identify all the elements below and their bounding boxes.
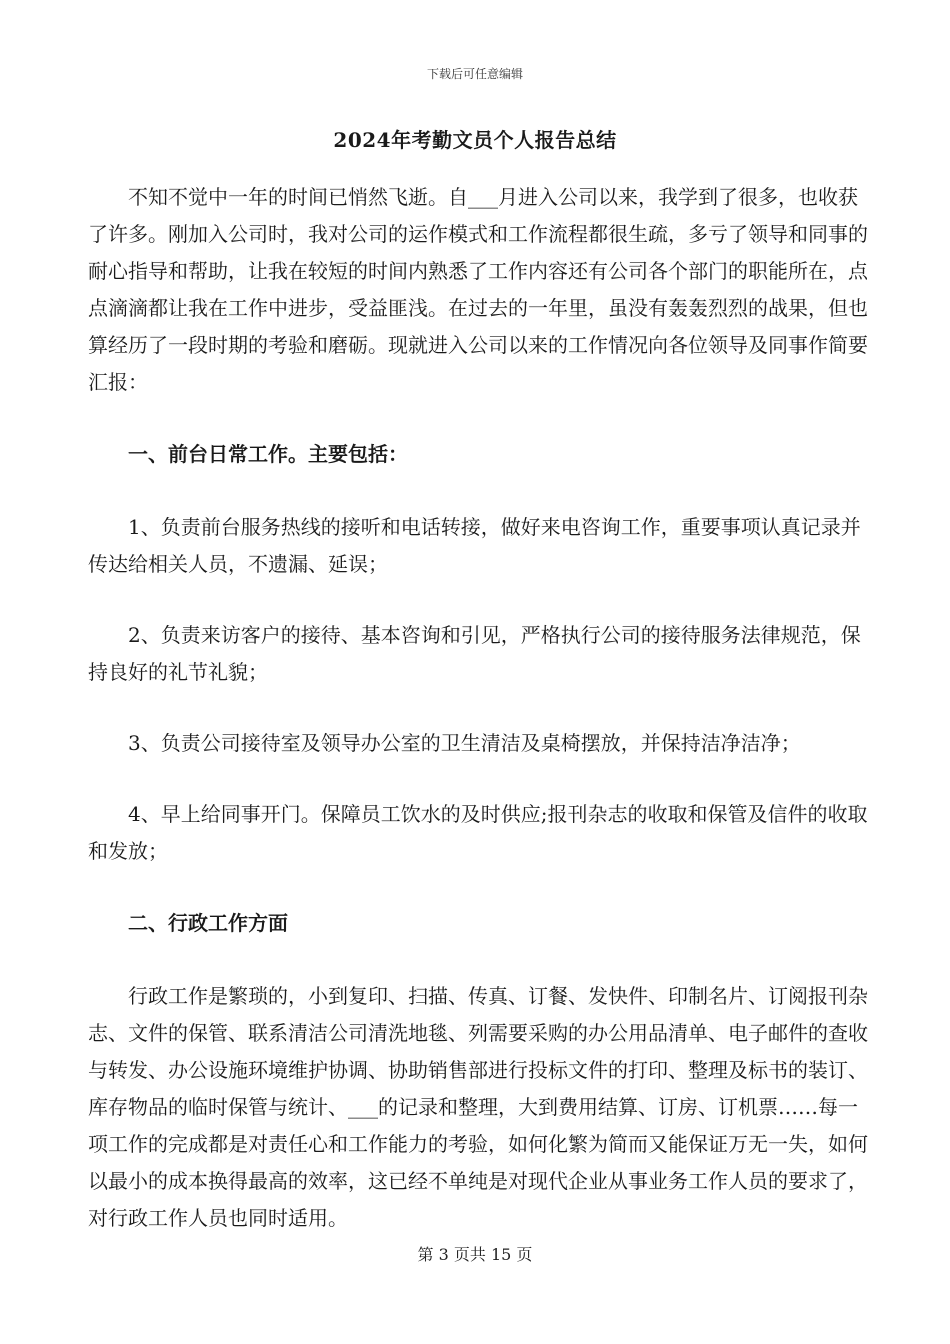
document-title: 2024年考勤文员个人报告总结 [333, 128, 617, 152]
page-footer: 第 3 页共 15 页 [417, 1245, 533, 1264]
section-1-item-4: 4、早上给同事开门。保障员工饮水的及时供应;报刊杂志的收取和保管及信件的收取和发放； [88, 802, 868, 863]
section-1-item-2: 2、负责来访客户的接待、基本咨询和引见，严格执行公司的接待服务法律规范，保持良好的礼节礼貌； [88, 623, 861, 684]
section-1-heading: 一、前台日常工作。主要包括： [128, 442, 408, 466]
section-1-item-1: 1、负责前台服务热线的接听和电话转接，做好来电咨询工作，重要事项认真记录并传达给相关人员，不遗漏、延误； [88, 515, 861, 576]
section-2-heading: 二、行政工作方面 [128, 911, 288, 935]
section-1-item-3: 3、负责公司接待室及领导办公室的卫生清洁及桌椅摆放，并保持洁净洁净； [128, 731, 801, 755]
intro-paragraph: 不知不觉中一年的时间已悄然飞逝。自___月进入公司以来，我学到了很多，也收获了许多。刚加入公司时，我对公司的运作模式和工作流程都很生疏，多亏了领导和同事的耐心指导和帮助，让我在较短的时间内熟悉了工作内容还有公司各个部门的职能所在，点点滴滴都让我在工作中进步，受益匪浅。在过去的一年里，虽没有轰轰烈烈的战果，但也算经历了一段时期的考验和磨砺。现就进入公司以来的工作情况向各位领导及同事作简要汇报： [88, 185, 868, 394]
header-note: 下载后可任意编辑 [426, 67, 523, 81]
section-2-paragraph: 行政工作是繁琐的，小到复印、扫描、传真、订餐、发快件、印制名片、订阅报刊杂志、文件的保管、联系清洁公司清洗地毯、列需要采购的办公用品清单、电子邮件的查收与转发、办公设施环境维护协调、协助销售部进行投标文件的打印、整理及标书的装订、库存物品的临时保管与统计、___的记录和整理，大到费用结算、订房、订机票……每一项工作的完成都是对责任心和工作能力的考验，如何化繁为简而又能保证万无一失，如何以最小的成本换得最高的效率，这已经不单纯是对现代企业从事业务工作人员的要求了，对行政工作人员也同时适用。 [88, 984, 868, 1230]
document-body [88, 179, 875, 1237]
